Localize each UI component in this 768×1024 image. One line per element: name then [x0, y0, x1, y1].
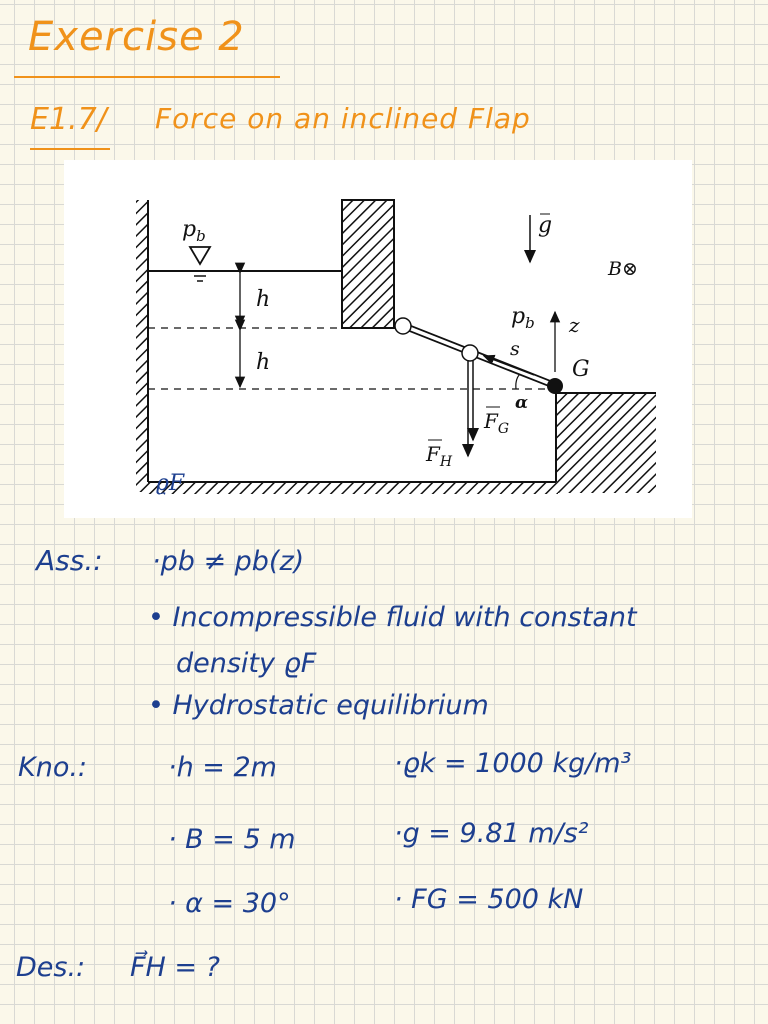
- problem-number-underline: [30, 148, 110, 150]
- upper-block: [342, 200, 394, 328]
- label-alpha: α: [515, 393, 529, 413]
- label-h-bottom: h: [256, 350, 271, 375]
- label-rho-f: ϱF: [156, 471, 185, 496]
- surface-symbol: [190, 247, 210, 264]
- assumption-item-2: • Incompressible fluid with constant: [148, 602, 637, 633]
- label-g: g: [538, 213, 553, 238]
- problem-title: Force on an inclined Flap: [155, 102, 531, 135]
- label-z: z: [569, 313, 580, 337]
- title-underline: [14, 76, 280, 78]
- assumption-item-3: density ϱF: [176, 648, 317, 679]
- known-FG: · FG = 500 kN: [394, 884, 584, 915]
- left-wall-hatch: [136, 200, 148, 492]
- flap-diagram: [64, 160, 692, 518]
- assumptions-label: Ass.:: [36, 544, 103, 577]
- flap-center: [462, 345, 478, 361]
- known-B: · B = 5 m: [168, 824, 296, 855]
- label-G: G: [572, 357, 590, 382]
- desired-label: Des.:: [16, 952, 86, 983]
- desired-value: F⃗H = ?: [130, 952, 220, 983]
- assumption-item-1: ·pb ≠ pb(z): [152, 546, 305, 577]
- label-s: s: [510, 338, 520, 360]
- known-g: ·g = 9.81 m/s²: [394, 818, 589, 849]
- known-h: ·h = 2m: [168, 752, 277, 783]
- flap-hinge-top: [395, 318, 411, 334]
- problem-number: E1.7/: [30, 102, 107, 137]
- label-h-top: h: [256, 287, 271, 312]
- assumption-item-4: • Hydrostatic equilibrium: [148, 690, 489, 721]
- label-FH: $F_H$: [426, 442, 453, 470]
- exercise-title: Exercise 2: [28, 14, 245, 60]
- label-pb-right: $p_b$: [511, 304, 535, 332]
- known-alpha: · α = 30°: [168, 888, 291, 919]
- label-B: B⊗: [608, 258, 638, 280]
- label-pb-left: $p_b$: [182, 217, 206, 245]
- label-FG: $F_G$: [484, 409, 510, 437]
- known-label: Kno.:: [18, 752, 88, 783]
- right-block: [556, 393, 656, 493]
- floor-hatch: [148, 482, 558, 494]
- known-rho: ·ϱk = 1000 kg/m³: [394, 748, 632, 779]
- flap-hinge-G: [547, 378, 563, 394]
